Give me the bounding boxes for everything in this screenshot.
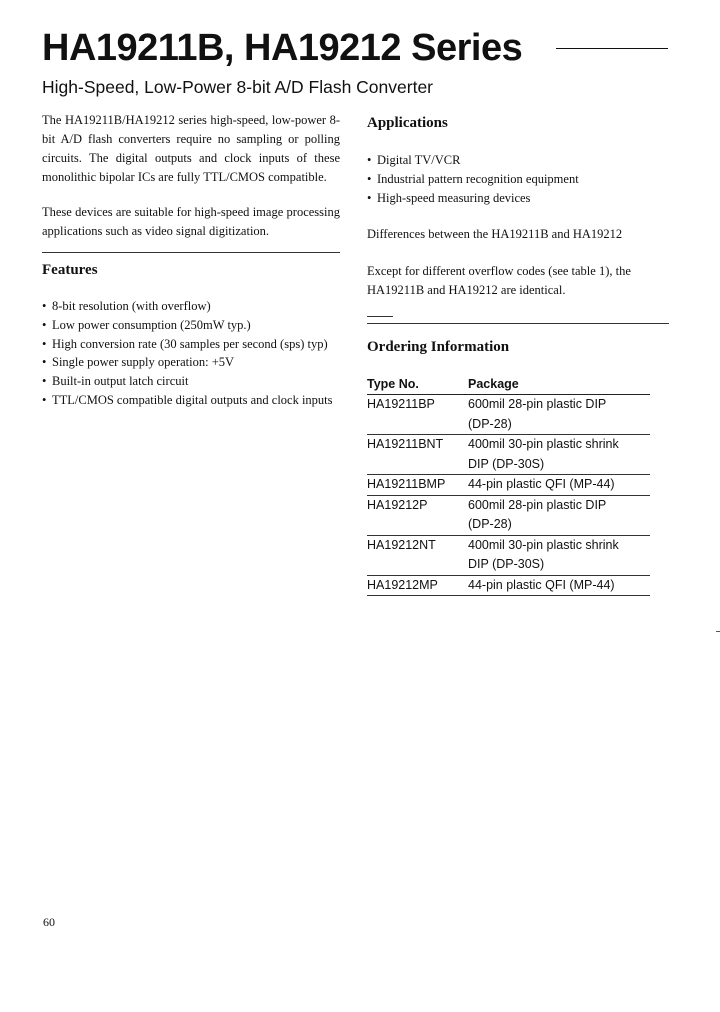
feature-item: • 8-bit resolution (with overflow) [42,299,211,313]
type-cell: HA19212P [367,497,428,512]
package-cell: 44-pin plastic QFI (MP-44) [468,575,650,596]
type-cell: HA19212NT [367,537,436,552]
feature-item: • High conversion rate (30 samples per second (sps) typ) [42,336,328,351]
table-row [367,395,650,415]
table-row [367,455,650,475]
features-heading: Features [42,262,98,278]
table-row [367,515,650,535]
column-header-type: Type No. [367,375,468,395]
table-row [367,495,650,515]
package-cell: (DP-28) [468,515,650,535]
applications-heading: Applications [367,115,448,131]
page-number: 60 [43,915,55,929]
margin-mark [716,631,720,632]
differences-text: Except for different overflow codes (see table 1), the HA19211B and HA19212 are identical. [367,264,631,298]
differences-heading: Differences between the HA19211B and HA19212 [367,227,623,242]
type-cell: HA19211BNT [367,437,444,452]
feature-item: • Single power supply operation: +5V [42,355,235,370]
package-cell: DIP (DP-30S) [468,555,650,575]
table-row [367,575,650,596]
application-item: • Digital TV/VCR [367,153,461,167]
feature-item: • TTL/CMOS compatible digital outputs and clock inputs [42,392,333,407]
package-cell: DIP (DP-30S) [468,455,650,475]
section-divider [42,252,340,253]
package-cell: 400mil 30-pin plastic shrink [468,537,619,552]
ordering-table [367,375,650,596]
application-item: • High-speed measuring devices [367,190,531,205]
application-item: • Industrial pattern recognition equipment [367,171,579,186]
section-divider [367,323,669,324]
ordering-heading: Ordering Information [367,339,510,356]
feature-item: • Low power consumption (250mW typ.) [42,317,251,332]
type-cell: HA19211BP [367,397,435,412]
package-cell: 600mil 28-pin plastic DIP [468,497,607,512]
table-row [367,535,650,555]
package-cell: 400mil 30-pin plastic shrink [468,437,619,452]
type-cell: HA19211BMP [367,475,468,496]
features-list [42,297,340,410]
table-header-row [367,375,650,395]
page-subtitle: High-Speed, Low-Power 8-bit A/D Flash Converter [42,77,434,97]
title-rule [556,48,668,49]
usage-paragraph: These devices are suitable for high-speed image processing applications such as video signal digitization. [42,205,340,238]
table-row [367,475,650,496]
type-cell: HA19212MP [367,575,468,596]
right-column [367,111,669,596]
column-header-package: Package [468,375,650,395]
table-row [367,435,650,455]
package-cell: (DP-28) [468,415,650,435]
table-row [367,555,650,575]
package-cell: 44-pin plastic QFI (MP-44) [468,475,650,496]
intro-paragraph: The HA19211B/HA19212 series high-speed, low-power 8-bit A/D flash converters require no sampling or polling circuits. The digital outputs and clock inputs of these monolithic bipolar ICs are fully TTL/CMOS compatible. [42,113,340,184]
package-cell: 600mil 28-pin plastic DIP [468,397,607,412]
table-row [367,415,650,435]
page-title: HA19211B, HA19212 Series [42,27,523,69]
section-divider-short [367,316,393,317]
feature-item: • Built-in output latch circuit [42,374,189,389]
left-column [42,111,340,410]
applications-list [367,151,669,207]
